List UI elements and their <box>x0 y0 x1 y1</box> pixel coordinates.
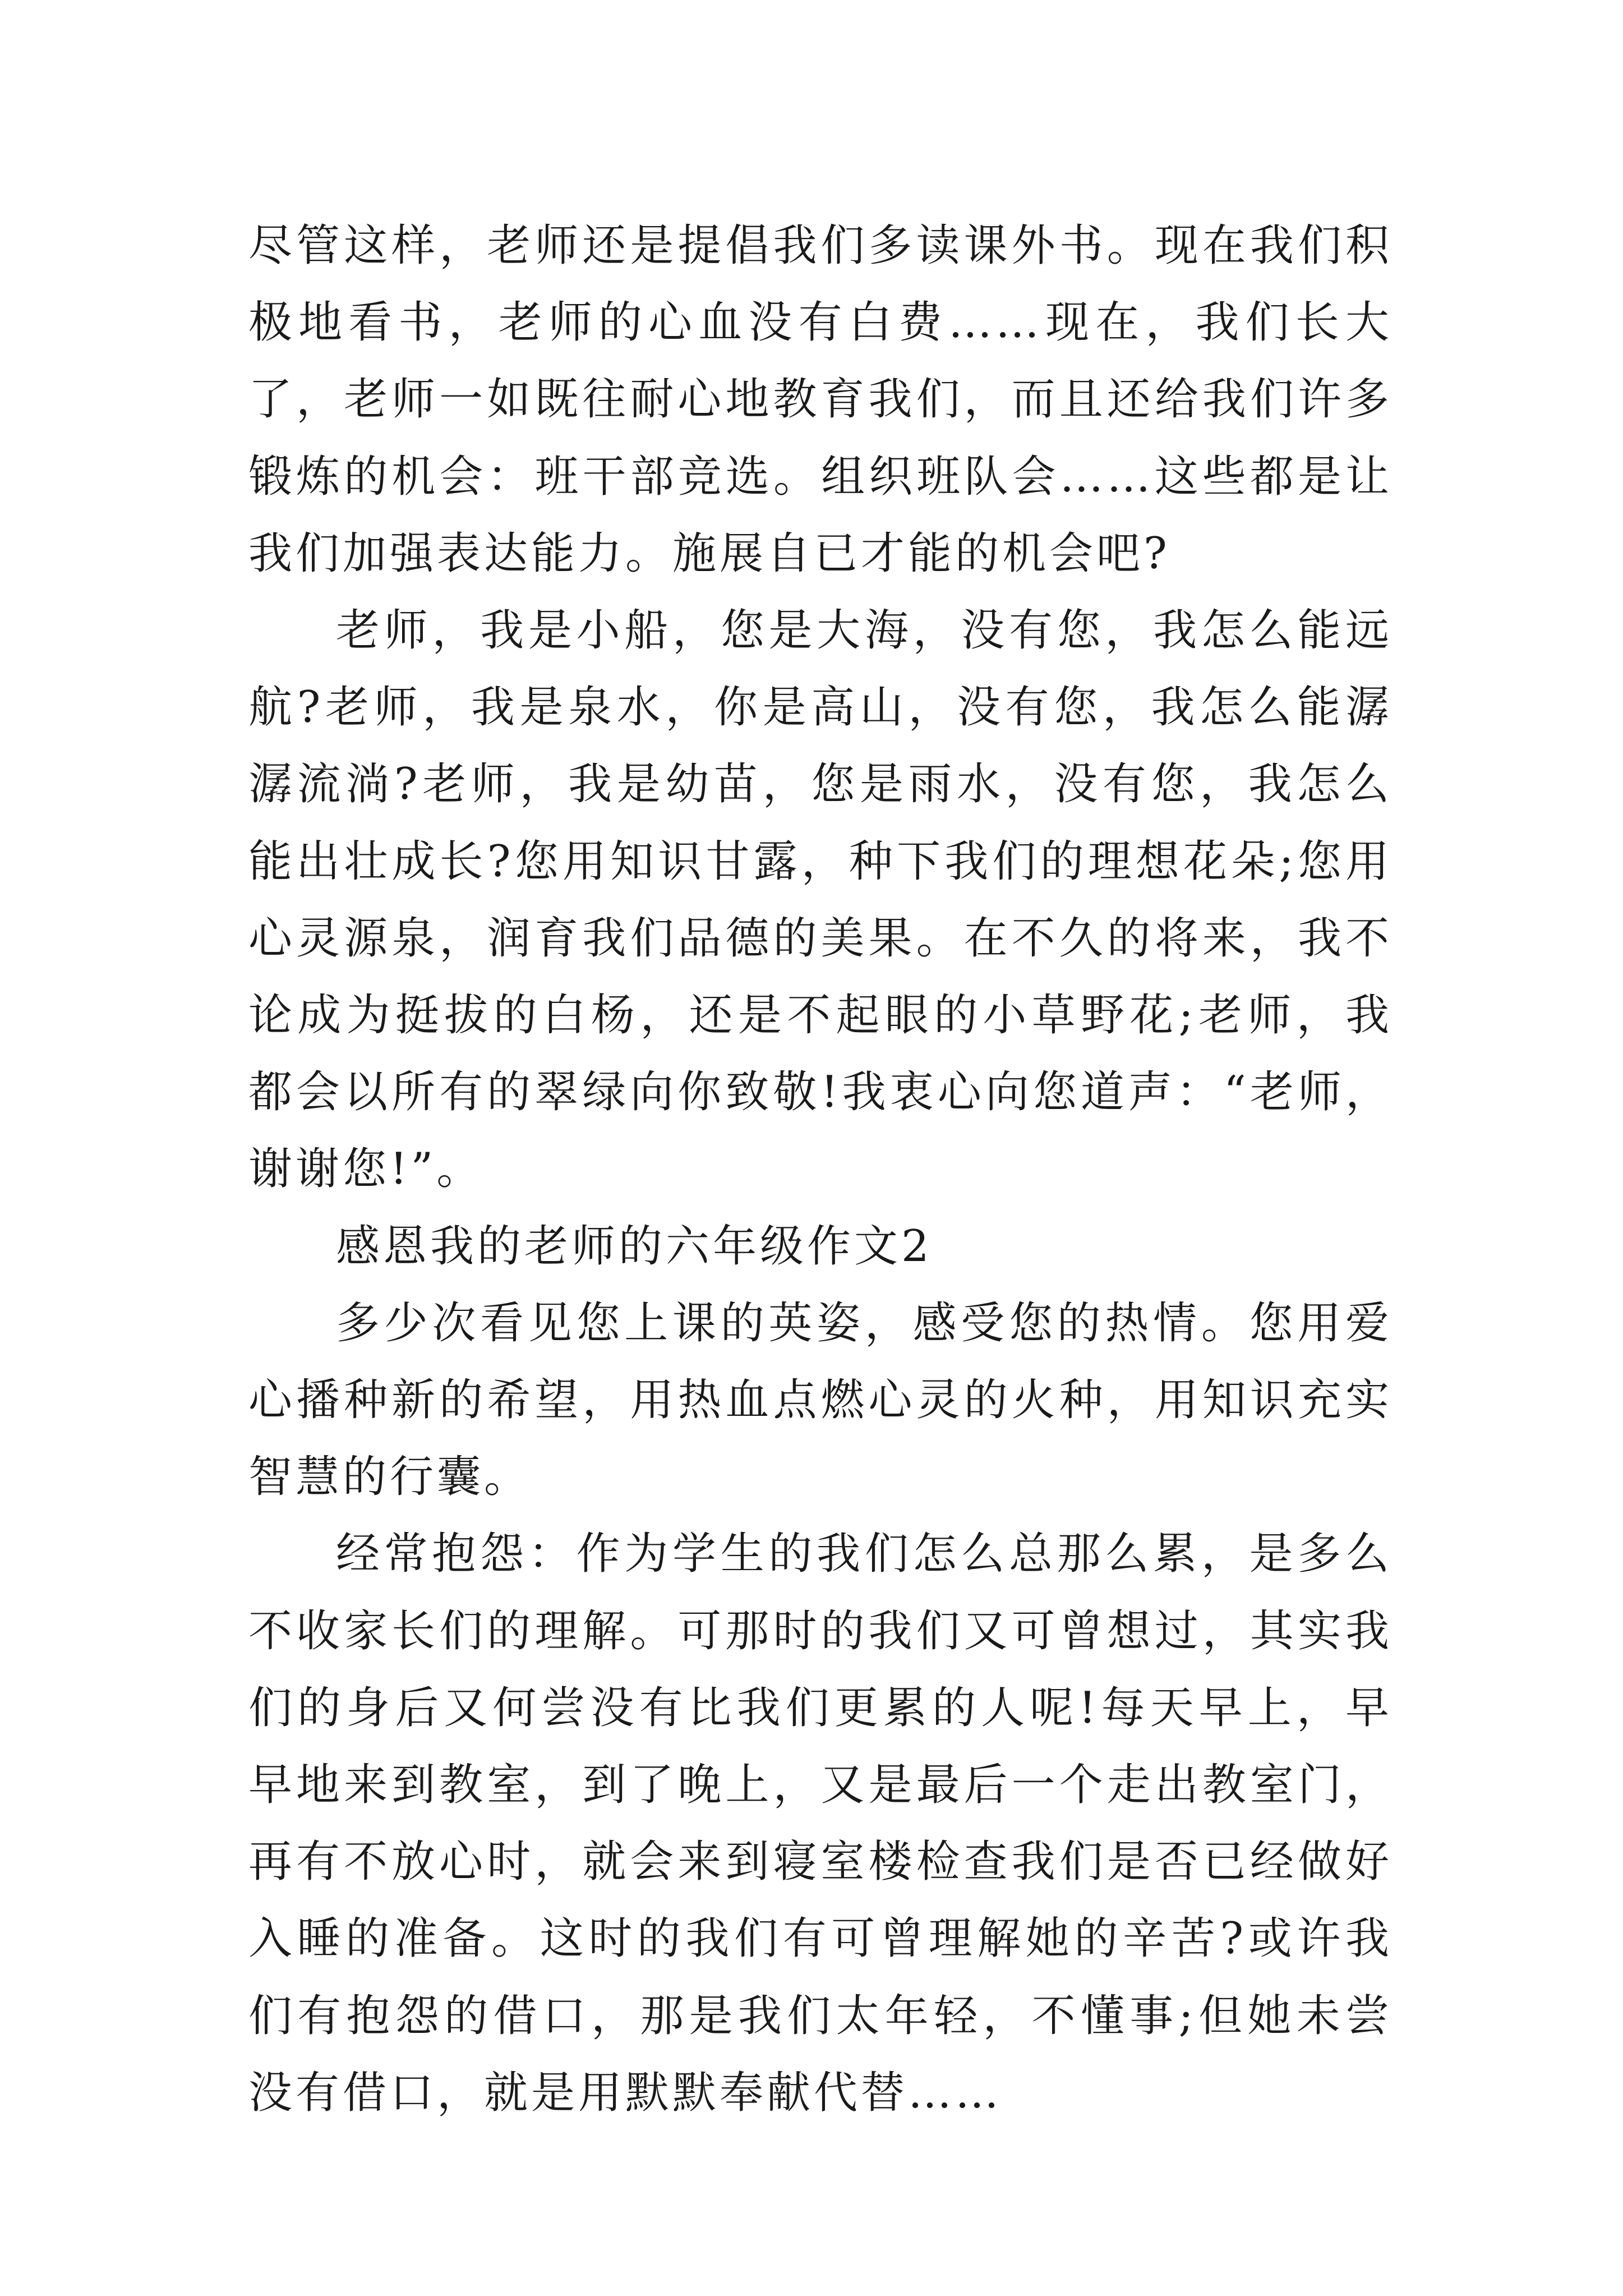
paragraph-4: 经常抱怨：作为学生的我们怎么总那么累，是多么不收家长们的理解。可那时的我们又可曾想过，其实我们的身后又何尝没有比我们更累的人呢!每天早上，早早地来到教室，到了晚上，又是最后一个走出教室门，再有不放心时，就会来到寝室楼检查我们是否已经做好入睡的准备。这时的我们有可曾理解她的辛苦?或许我们有抱怨的借口，那是我们太年轻，不懂事;但她未尝没有借口，就是用默默奉献代替…… <box>248 1529 1393 2118</box>
paragraph-1: 尽管这样，老师还是提倡我们多读课外书。现在我们积极地看书，老师的心血没有白费……现在，我们长大了，老师一如既往耐心地教育我们，而且还给我们许多锻炼的机会：班干部竞选。组织班队会……这些都是让我们加强表达能力。施展自已才能的机会吧? <box>248 220 1393 579</box>
section-heading: 感恩我的老师的六年级作文2 <box>336 1221 933 1272</box>
paragraph-3: 多少次看见您上课的英姿，感受您的热情。您用爱心播种新的希望，用热血点燃心灵的火种，用知识充实智慧的行囊。 <box>248 1297 1393 1503</box>
paragraph-2: 老师，我是小船，您是大海，没有您，我怎么能远航?老师，我是泉水，你是高山，没有您，我怎么能潺潺流淌?老师，我是幼苗，您是雨水，没有您，我怎么能出壮成长?您用知识甘露，种下我们的理想花朵;您用心灵源泉，润育我们品德的美果。在不久的将来，我不论成为挺拔的白杨，还是不起眼的小草野花;老师，我都会以所有的翠绿向你致敬!我衷心向您道声：“老师，谢谢您!”。 <box>248 605 1393 1195</box>
document-page <box>248 208 1393 2132</box>
